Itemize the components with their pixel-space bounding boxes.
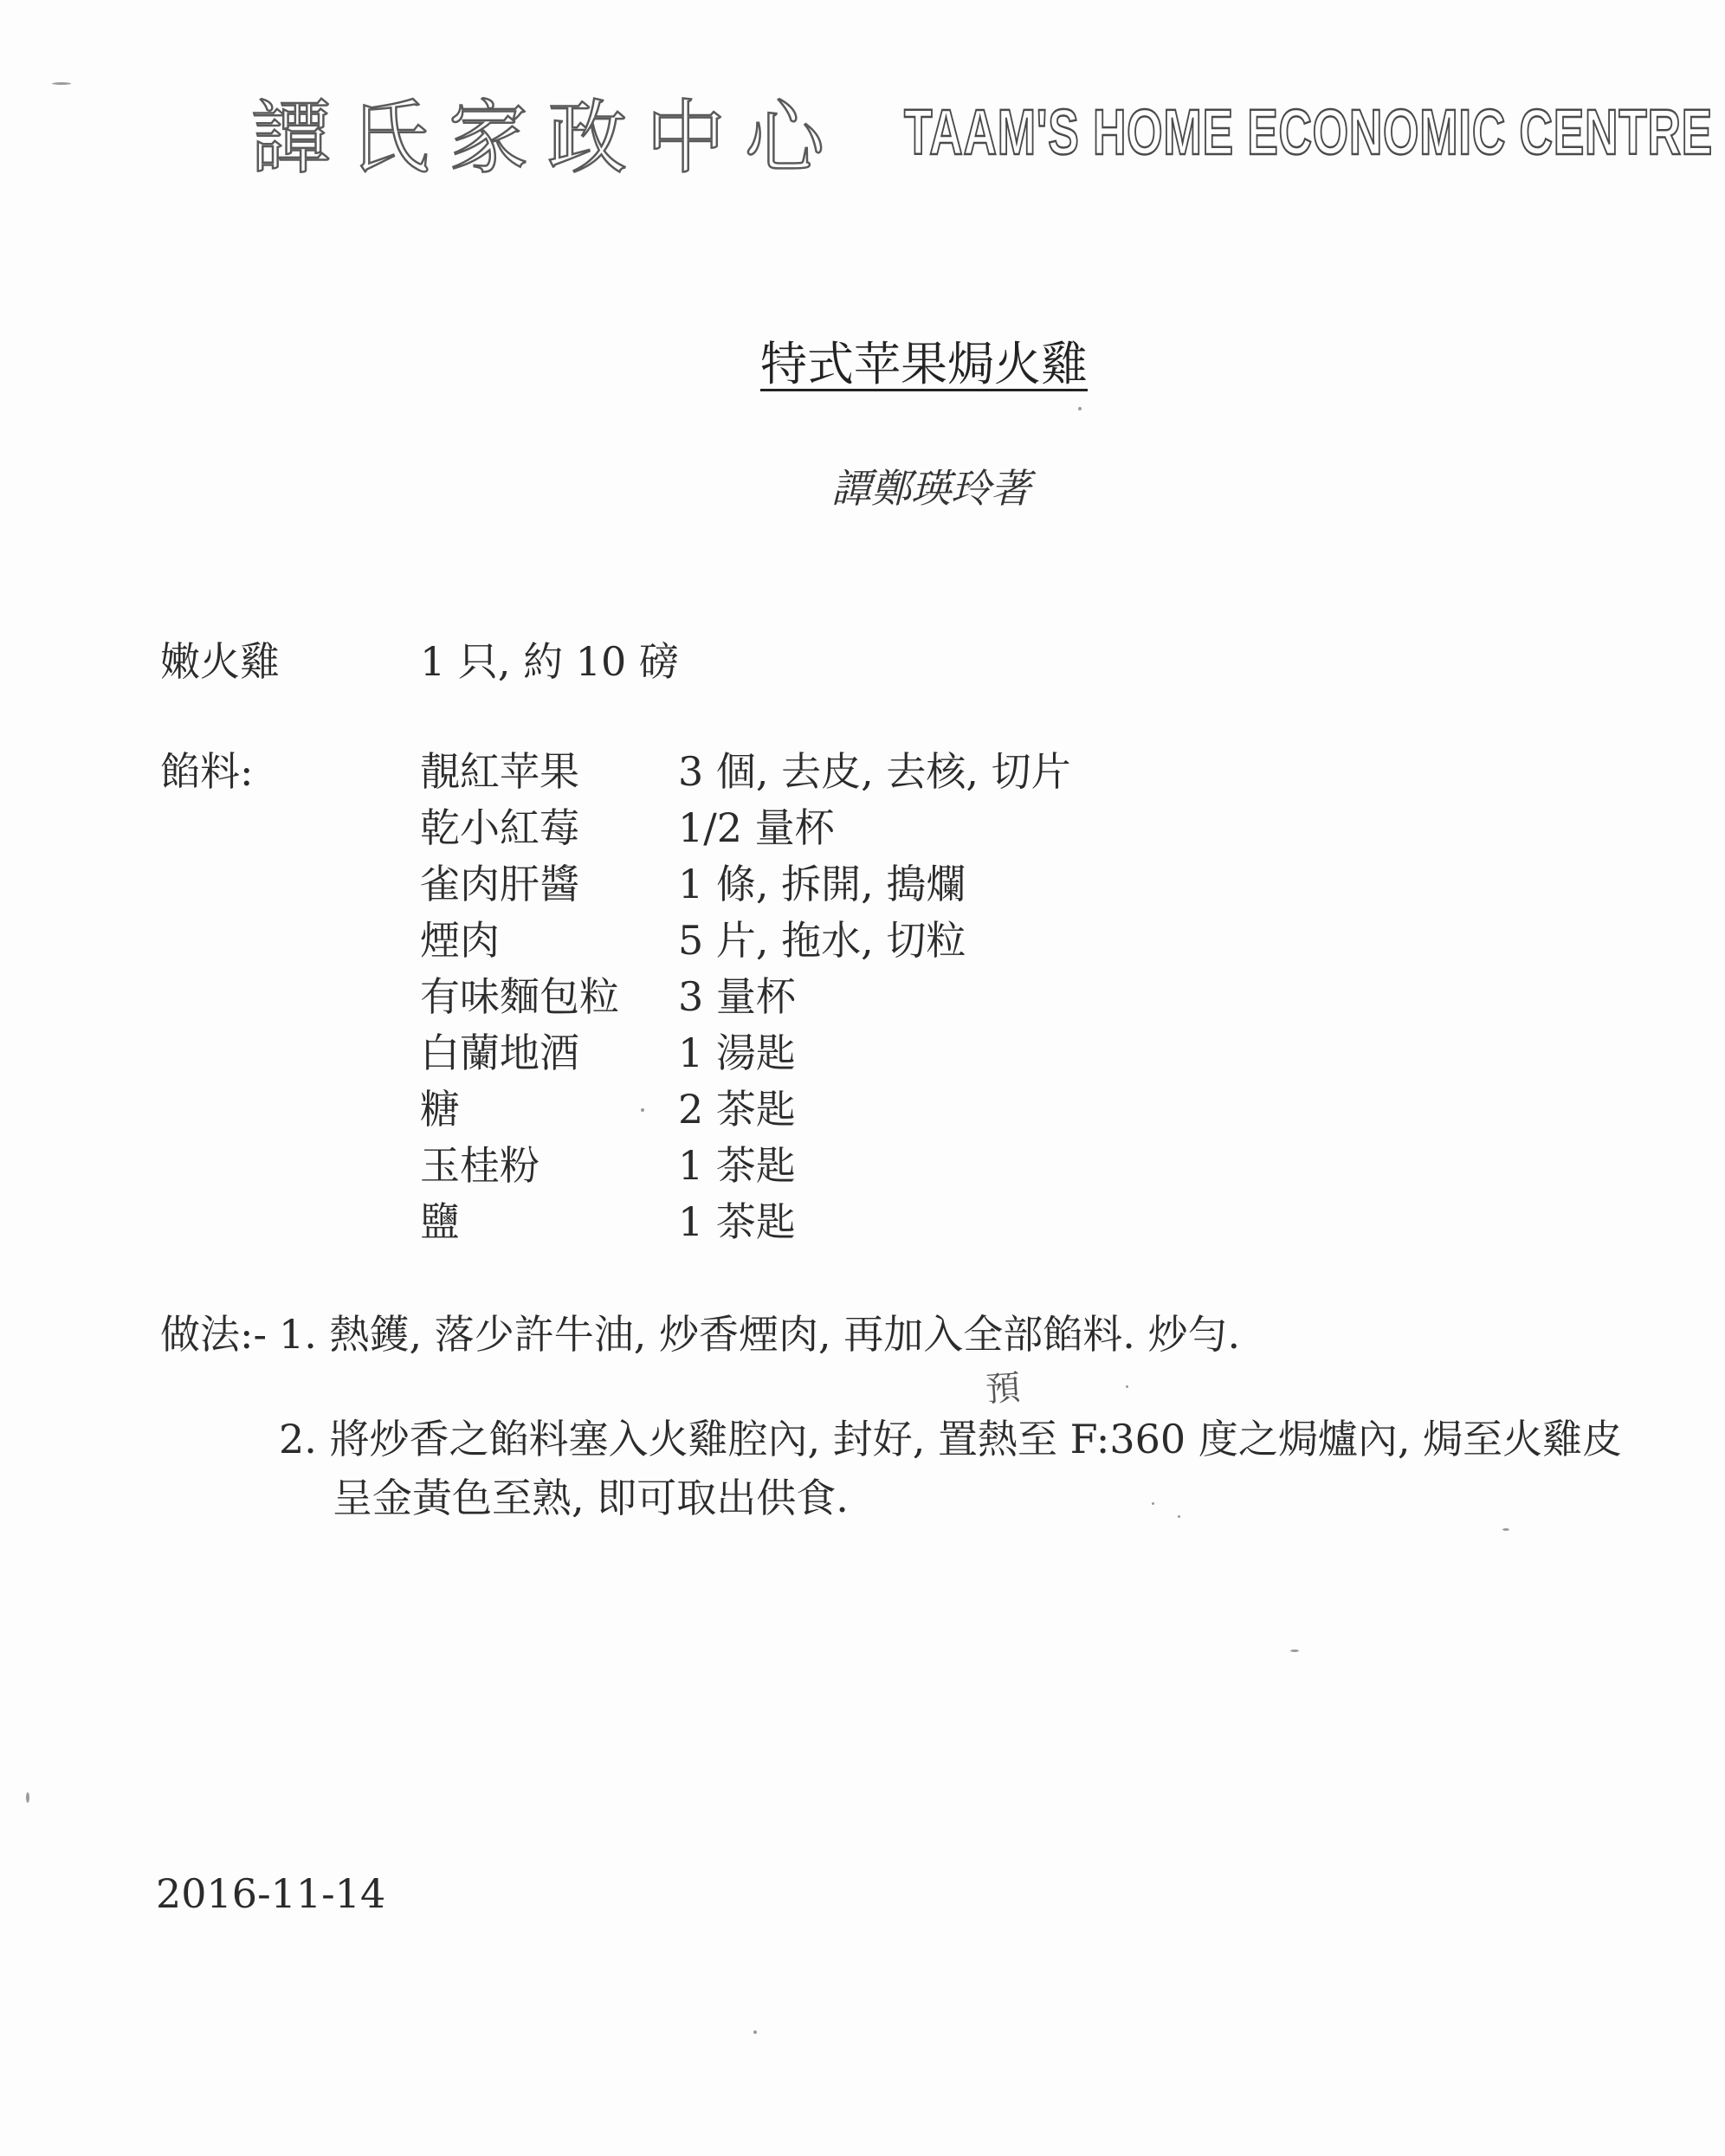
stuffing-item bbox=[420, 1022, 1286, 1078]
stuffing-item-amount: 5 片, 拖水, 切粒 bbox=[678, 917, 966, 964]
org-name-chinese: 譚氏家政中心 bbox=[251, 92, 844, 184]
stuffing-item-amount: 1 茶匙 bbox=[678, 1142, 796, 1189]
stuffing-list bbox=[420, 740, 1286, 1247]
stuffing-item bbox=[420, 740, 1286, 797]
scan-speck bbox=[26, 1792, 29, 1803]
recipe-title: 特式苹果焗火雞 bbox=[760, 337, 1088, 391]
stuffing-item-amount: 1/2 量杯 bbox=[678, 804, 835, 851]
scan-speck bbox=[641, 1108, 644, 1112]
handwritten-note: 預 bbox=[984, 1367, 1022, 1410]
stuffing-item bbox=[420, 853, 1286, 909]
stuffing-item-name: 白蘭地酒 bbox=[420, 1030, 579, 1076]
scan-speck bbox=[52, 82, 71, 85]
method-step-2-line-2: 呈金黃色至熟, 即可取出供食. bbox=[333, 1475, 849, 1521]
stuffing-item bbox=[420, 1191, 1286, 1247]
main-ingredient-quantity: 1 只, 約 10 磅 bbox=[420, 638, 679, 685]
stuffing-item-name: 鹽 bbox=[420, 1198, 460, 1245]
scan-speck bbox=[1290, 1649, 1299, 1652]
stuffing-item bbox=[420, 909, 1286, 965]
stuffing-item-amount: 1 條, 拆開, 搗爛 bbox=[678, 861, 966, 907]
stuffing-item-amount: 1 湯匙 bbox=[678, 1030, 796, 1076]
stuffing-item bbox=[420, 1134, 1286, 1191]
stuffing-item-name: 乾小紅莓 bbox=[420, 804, 579, 851]
stuffing-item bbox=[420, 1078, 1286, 1134]
org-name-english: TAAM'S HOME ECONOMIC CENTRE bbox=[904, 95, 1713, 168]
stuffing-item-amount: 3 個, 去皮, 去核, 切片 bbox=[678, 748, 1071, 795]
scan-speck bbox=[1078, 407, 1082, 410]
method-step-1: 1. 熱鑊, 落少許牛油, 炒香煙肉, 再加入全部餡料. 炒勻. bbox=[279, 1311, 1241, 1358]
document-date: 2016-11-14 bbox=[156, 1870, 386, 1917]
method-step-2-line-1: 2. 將炒香之餡料塞入火雞腔內, 封好, 置熱至 F:360 度之焗爐內, 焗至火雞皮 bbox=[279, 1416, 1623, 1462]
stuffing-item-amount: 1 茶匙 bbox=[678, 1198, 796, 1245]
stuffing-item-name: 糖 bbox=[420, 1086, 460, 1133]
method-label: 做法:- bbox=[160, 1311, 268, 1358]
scan-speck bbox=[1502, 1528, 1509, 1531]
stuffing-item-amount: 2 茶匙 bbox=[678, 1086, 796, 1133]
stuffing-item-name: 煙肉 bbox=[420, 917, 500, 964]
main-ingredient-name: 嫩火雞 bbox=[160, 638, 280, 685]
scan-speck bbox=[1152, 1502, 1154, 1505]
stuffing-item-name: 雀肉肝醬 bbox=[420, 861, 579, 907]
stuffing-item-name: 有味麵包粒 bbox=[420, 973, 619, 1020]
stuffing-item-amount: 3 量杯 bbox=[678, 973, 796, 1020]
stuffing-item-name: 玉桂粉 bbox=[420, 1142, 539, 1189]
method-step-2 bbox=[279, 1410, 1699, 1527]
stuffing-label: 餡料: bbox=[160, 748, 254, 795]
scan-speck bbox=[1126, 1385, 1128, 1388]
letterhead bbox=[251, 80, 1713, 184]
stuffing-item bbox=[420, 965, 1286, 1022]
recipe-author: 譚鄭瑛玲著 bbox=[831, 465, 1030, 512]
scan-speck bbox=[1178, 1515, 1180, 1518]
stuffing-item-name: 靚紅苹果 bbox=[420, 748, 579, 795]
scan-speck bbox=[753, 2030, 757, 2034]
stuffing-item bbox=[420, 797, 1286, 853]
